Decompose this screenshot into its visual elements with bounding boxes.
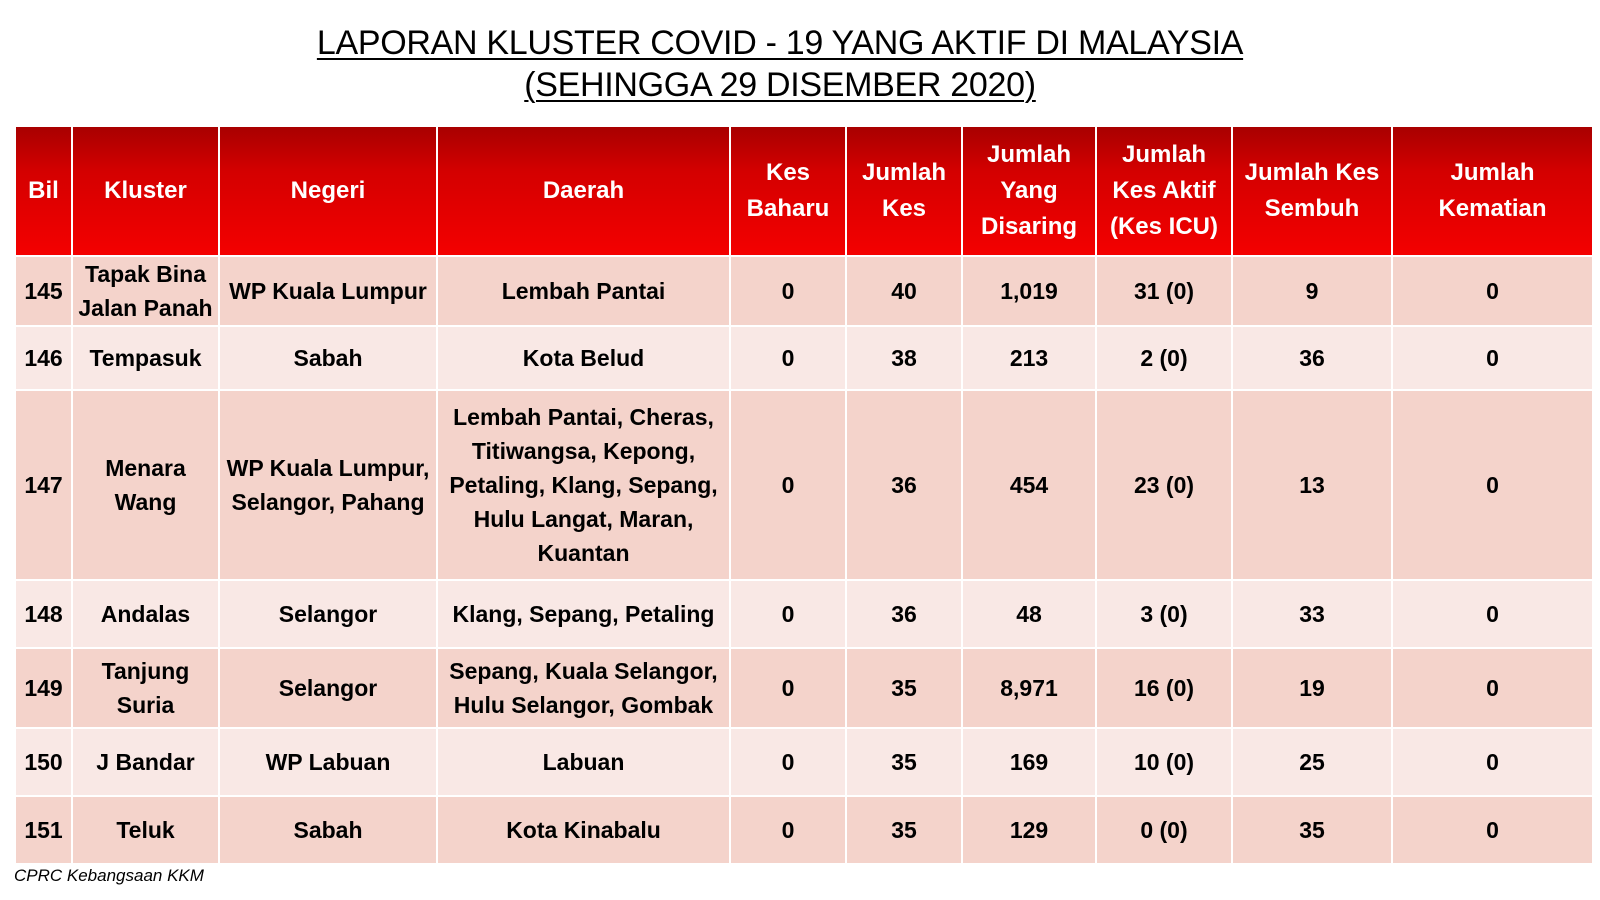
cell-kes-baharu: 0 xyxy=(730,390,846,580)
cell-kes-baharu: 0 xyxy=(730,728,846,796)
cell-kes-baharu: 0 xyxy=(730,648,846,728)
cell-bil: 151 xyxy=(15,796,72,864)
cell-daerah: Labuan xyxy=(437,728,730,796)
cell-kes-baharu: 0 xyxy=(730,580,846,648)
cell-jumlah-kes: 40 xyxy=(846,256,962,326)
header-jumlah-kes-aktif: Jumlah Kes Aktif (Kes ICU) xyxy=(1096,126,1232,256)
cell-jumlah-disaring: 1,019 xyxy=(962,256,1096,326)
cell-kes-aktif: 3 (0) xyxy=(1096,580,1232,648)
cell-jumlah-kes: 35 xyxy=(846,648,962,728)
table-row xyxy=(15,390,1593,580)
cell-kes-aktif: 31 (0) xyxy=(1096,256,1232,326)
cell-daerah: Kota Belud xyxy=(437,326,730,390)
cell-bil: 146 xyxy=(15,326,72,390)
header-jumlah-disaring: Jumlah Yang Disaring xyxy=(962,126,1096,256)
header-jumlah-kes: Jumlah Kes xyxy=(846,126,962,256)
title-line-1: LAPORAN KLUSTER COVID - 19 YANG AKTIF DI MALAYSIA xyxy=(316,24,1244,62)
cell-kes-aktif: 2 (0) xyxy=(1096,326,1232,390)
cell-jumlah-disaring: 454 xyxy=(962,390,1096,580)
cell-negeri: Sabah xyxy=(219,796,437,864)
table-row xyxy=(15,256,1593,326)
cell-kematian: 0 xyxy=(1392,326,1593,390)
cell-negeri: WP Kuala Lumpur xyxy=(219,256,437,326)
cell-kes-sembuh: 9 xyxy=(1232,256,1392,326)
report-title xyxy=(0,22,1560,106)
cell-kes-sembuh: 35 xyxy=(1232,796,1392,864)
cell-daerah: Sepang, Kuala Selangor, Hulu Selangor, Gombak xyxy=(437,648,730,728)
cell-kematian: 0 xyxy=(1392,648,1593,728)
header-negeri: Negeri xyxy=(219,126,437,256)
source-note: CPRC Kebangsaan KKM xyxy=(14,866,204,885)
cell-kes-baharu: 0 xyxy=(730,326,846,390)
cell-negeri: Sabah xyxy=(219,326,437,390)
header-bil: Bil xyxy=(15,126,72,256)
cell-daerah: Lembah Pantai, Cheras, Titiwangsa, Kepong, Petaling, Klang, Sepang, Hulu Langat, Maran, Kuantan xyxy=(437,390,730,580)
cell-kematian: 0 xyxy=(1392,728,1593,796)
cell-jumlah-disaring: 129 xyxy=(962,796,1096,864)
cell-kematian: 0 xyxy=(1392,796,1593,864)
cell-daerah: Lembah Pantai xyxy=(437,256,730,326)
cell-kes-baharu: 0 xyxy=(730,256,846,326)
cell-kes-sembuh: 33 xyxy=(1232,580,1392,648)
cell-bil: 145 xyxy=(15,256,72,326)
table-row xyxy=(15,580,1593,648)
cell-kematian: 0 xyxy=(1392,580,1593,648)
cell-kes-aktif: 23 (0) xyxy=(1096,390,1232,580)
cell-jumlah-disaring: 48 xyxy=(962,580,1096,648)
cell-kes-aktif: 10 (0) xyxy=(1096,728,1232,796)
cell-jumlah-disaring: 8,971 xyxy=(962,648,1096,728)
cell-kes-sembuh: 25 xyxy=(1232,728,1392,796)
table-row xyxy=(15,728,1593,796)
table-row xyxy=(15,326,1593,390)
cell-kluster: Andalas xyxy=(72,580,219,648)
cell-negeri: WP Labuan xyxy=(219,728,437,796)
cell-bil: 149 xyxy=(15,648,72,728)
table-row xyxy=(15,648,1593,728)
table-row xyxy=(15,796,1593,864)
cell-kluster: Tapak Bina Jalan Panah xyxy=(72,256,219,326)
cell-kes-baharu: 0 xyxy=(730,796,846,864)
cell-bil: 150 xyxy=(15,728,72,796)
cell-kes-sembuh: 19 xyxy=(1232,648,1392,728)
header-kluster: Kluster xyxy=(72,126,219,256)
cell-kes-sembuh: 13 xyxy=(1232,390,1392,580)
cell-kluster: Teluk xyxy=(72,796,219,864)
cell-kluster: J Bandar xyxy=(72,728,219,796)
cluster-table xyxy=(14,125,1594,865)
cell-kematian: 0 xyxy=(1392,390,1593,580)
cell-jumlah-kes: 36 xyxy=(846,580,962,648)
cell-kluster: Menara Wang xyxy=(72,390,219,580)
cell-kluster: Tempasuk xyxy=(72,326,219,390)
cell-jumlah-kes: 35 xyxy=(846,728,962,796)
cell-kes-aktif: 16 (0) xyxy=(1096,648,1232,728)
cell-jumlah-disaring: 213 xyxy=(962,326,1096,390)
cell-kes-aktif: 0 (0) xyxy=(1096,796,1232,864)
cell-jumlah-kes: 38 xyxy=(846,326,962,390)
header-kes-baharu: Kes Baharu xyxy=(730,126,846,256)
cell-kematian: 0 xyxy=(1392,256,1593,326)
cell-kes-sembuh: 36 xyxy=(1232,326,1392,390)
title-line-2: (SEHINGGA 29 DISEMBER 2020) xyxy=(524,66,1036,104)
cell-negeri: Selangor xyxy=(219,580,437,648)
cell-negeri: Selangor xyxy=(219,648,437,728)
cell-jumlah-kes: 36 xyxy=(846,390,962,580)
header-jumlah-kematian: Jumlah Kematian xyxy=(1392,126,1593,256)
cell-negeri: WP Kuala Lumpur, Selangor, Pahang xyxy=(219,390,437,580)
table-header-row xyxy=(15,126,1593,256)
cell-jumlah-kes: 35 xyxy=(846,796,962,864)
cell-bil: 147 xyxy=(15,390,72,580)
header-daerah: Daerah xyxy=(437,126,730,256)
cell-bil: 148 xyxy=(15,580,72,648)
cell-kluster: Tanjung Suria xyxy=(72,648,219,728)
cell-daerah: Klang, Sepang, Petaling xyxy=(437,580,730,648)
cell-daerah: Kota Kinabalu xyxy=(437,796,730,864)
cell-jumlah-disaring: 169 xyxy=(962,728,1096,796)
header-jumlah-kes-sembuh: Jumlah Kes Sembuh xyxy=(1232,126,1392,256)
